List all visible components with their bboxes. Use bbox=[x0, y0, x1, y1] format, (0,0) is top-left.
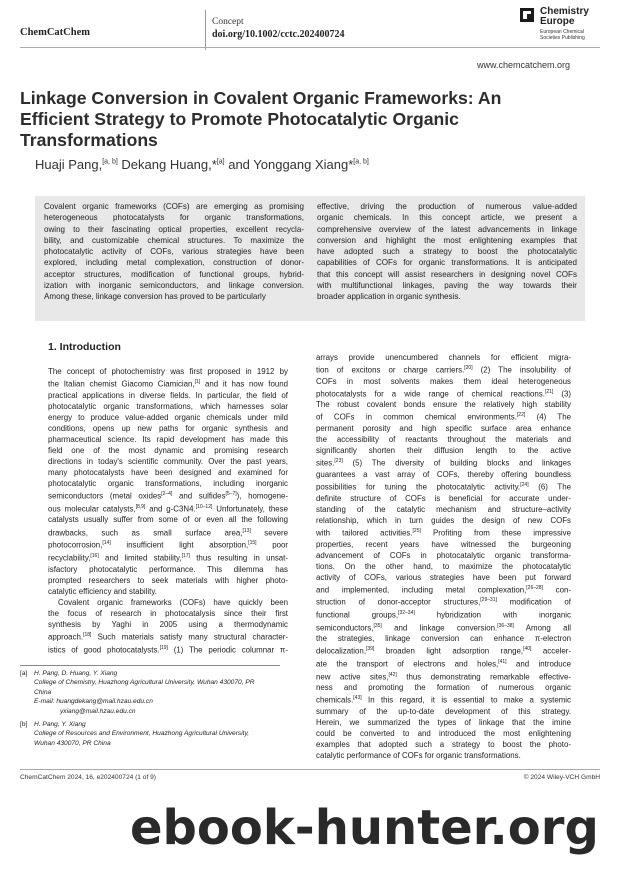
body-right-line: the strategies, linkage conversion can enhance π-electron bbox=[316, 634, 571, 644]
body-right-line: functional groups,[32–34] hybridization with inorganic bbox=[316, 610, 571, 620]
body-right-line: The robust covalent bonds ensure the relatively high stability bbox=[316, 400, 571, 410]
affiliation-a-inst-2: China bbox=[34, 688, 52, 696]
body-left-line: the focus of research in photocatalysis since their first bbox=[48, 608, 288, 618]
body-left-line: recyclability,[16] and limited stability,[17] thus resulting in unsat- bbox=[48, 552, 288, 563]
publisher-sub-2: Societies Publishing bbox=[540, 35, 585, 41]
body-left-line: The concept of photochemistry was first proposed in 1912 by bbox=[48, 367, 288, 376]
publisher-sub-1: European Chemical bbox=[540, 29, 584, 35]
citation-ref[interactable]: [19] bbox=[159, 644, 168, 651]
body-left-line: photocorrosion,[14] insufficient light absorption,[15] poor bbox=[48, 540, 288, 550]
citation-ref[interactable]: [14] bbox=[102, 540, 111, 547]
citation-ref[interactable]: [13] bbox=[242, 527, 251, 534]
citation-ref[interactable]: [2–4] bbox=[161, 491, 173, 498]
body-left-line: istics of good photocatalysts.[19] (1) The periodic columnar π- bbox=[48, 644, 288, 655]
author-huang[interactable]: Dekang Huang,* bbox=[117, 157, 217, 172]
author-huang-affil: [a] bbox=[216, 158, 225, 166]
body-left-line: field one of the most dynamic and promising research bbox=[48, 445, 288, 455]
citation-ref[interactable]: [23] bbox=[334, 458, 343, 465]
body-left-line: the Italian chemist Giacomo Ciamician,[1] and it has now found bbox=[48, 379, 288, 389]
body-right-line: ate the transport of electrons and holes,[41] and introduce bbox=[316, 659, 571, 669]
citation-ref[interactable]: [16] bbox=[90, 552, 99, 559]
citation-ref[interactable]: [29–31] bbox=[480, 597, 497, 604]
abstract-left-line: Among these, linkage conversion has proved to be particularly bbox=[44, 292, 266, 302]
body-right-line: guarantees a vast array of COFs, thereby offering boundless bbox=[316, 469, 571, 479]
body-right-line: arrays provide unencumbered channels for efficient migra- bbox=[316, 353, 571, 362]
abstract-right-column bbox=[317, 201, 577, 303]
citation-ref[interactable]: [40] bbox=[523, 646, 532, 653]
body-right-line: standing of the catalytic mechanism and structure–activity bbox=[316, 504, 571, 514]
citation-ref[interactable]: [26–28] bbox=[526, 584, 543, 591]
body-right-line: semiconductors,[35] and linkage conversion.[36–38] Among all bbox=[316, 622, 571, 633]
title-line-3: Transformations bbox=[20, 130, 158, 150]
citation-ref[interactable]: [25] bbox=[412, 527, 421, 534]
body-right-line: with tailored activities.[25] Profiting from these impressive bbox=[316, 527, 571, 538]
copyright-line: © 2024 Wiley-VCH GmbH bbox=[523, 774, 600, 781]
footer-rule bbox=[20, 769, 600, 770]
body-left-line: synthesis by Yaghi in 2005 using a thermodynamic bbox=[48, 619, 288, 629]
affiliation-a bbox=[20, 669, 300, 748]
body-left-line: semiconductors (metal oxides[2–4] and sulfides[5–7]), homogene- bbox=[48, 491, 288, 501]
body-right-line: the accessibility of reactants throughout the materials and bbox=[316, 435, 571, 445]
body-right-line: properties, recent years have witnessed the burgeoning bbox=[316, 539, 571, 549]
citation-ref[interactable]: [22] bbox=[516, 412, 526, 419]
citation-ref[interactable]: [15] bbox=[248, 540, 257, 547]
body-left-line: photocatalytic organic transformations, including inorganic bbox=[48, 479, 288, 489]
publisher-logo-text bbox=[540, 7, 589, 27]
title-line-2: Efficient Strategy to Promote Photocatalytic Organic bbox=[20, 109, 459, 129]
author-xiang-affil: [a, b] bbox=[353, 158, 369, 166]
chemistry-europe-logo-icon bbox=[520, 8, 534, 22]
abstract-right-line: comprehensive overview of the latest advancements in linkage bbox=[317, 224, 577, 234]
body-left-line: ous molecular catalysts,[8,9] and g-C3N4.[10–12] Unfortunately, these bbox=[48, 503, 289, 514]
section-heading: 1. Introduction bbox=[48, 341, 121, 353]
header-rule bbox=[20, 47, 600, 48]
abstract-box bbox=[35, 196, 585, 321]
abstract-left-line: Covalent organic frameworks (COFs) are emerging as promising bbox=[44, 202, 304, 211]
article-type: Concept bbox=[212, 17, 244, 27]
affiliation-a-names: H. Pang, D. Huang, Y. Xiang bbox=[34, 670, 118, 677]
body-left-line: conditions, opens up new paths for organic synthesis and bbox=[48, 423, 288, 433]
citation-ref[interactable]: [36–38] bbox=[497, 622, 514, 629]
publisher-subtitle bbox=[540, 29, 585, 41]
body-right-column bbox=[316, 352, 571, 761]
abstract-left-line: owing to their fascinating optical properties, excellent recycla- bbox=[44, 224, 304, 234]
author-xiang[interactable]: and Yonggang Xiang* bbox=[224, 157, 354, 172]
body-right-line: catalytic performance of COFs for organic transformations. bbox=[316, 751, 521, 761]
author-list bbox=[35, 157, 369, 172]
affiliation-a-inst-1: College of Chemistry, Huazhong Agricultural University, Wuhan 430070, PR bbox=[34, 679, 255, 687]
abstract-right-line: effective, driving the production of numerous value-added bbox=[317, 202, 577, 211]
body-left-line: energy to produce value-added organic chemicals under mild bbox=[48, 412, 288, 422]
citation-ref[interactable]: [35] bbox=[373, 622, 382, 629]
body-right-line: could be converted to and introduced the most enlightening bbox=[316, 729, 571, 739]
citation-ref[interactable]: [41] bbox=[498, 659, 507, 666]
affiliation-a-label: [a] bbox=[20, 670, 28, 677]
body-right-line: photocatalysts for a wide range of chemical reactions.[21] (3) bbox=[316, 388, 572, 399]
body-right-line: advancement of COFs in photocatalytic organic transforma- bbox=[316, 550, 571, 560]
abstract-right-line: with multifunctional linkages, paving the way towards their bbox=[317, 281, 577, 291]
abstract-right-line: broader application in organic synthesis. bbox=[317, 292, 461, 302]
body-right-line: delocalization,[39] broaden light adsorption range,[40] acceler- bbox=[316, 646, 571, 657]
abstract-right-line: organic chemicals. In this concept article, we present a bbox=[317, 213, 577, 223]
affiliation-b-inst-2: Wuhan 430070, PR China bbox=[34, 739, 111, 747]
citation-ref[interactable]: [43] bbox=[353, 695, 362, 702]
body-right-line: sites.[23] (5) The diversity of building blocks and linkages bbox=[316, 458, 571, 468]
body-right-line: definite structure of COFs is beneficial for accurate under- bbox=[316, 493, 571, 503]
abstract-right-line: have adopted such a strategy to boost the photocatalytic bbox=[317, 247, 577, 257]
title-line-1: Linkage Conversion in Covalent Organic Frameworks: An bbox=[20, 88, 502, 108]
affiliation-a-email-1[interactable]: E-mail: huangdekang@mail.hzau.edu.cn bbox=[34, 698, 153, 706]
body-right-line: and implemented, including metal complexation,[26–28] con- bbox=[316, 584, 571, 595]
body-left-column bbox=[48, 366, 288, 655]
body-left-line: many photocatalysts have been designed and examined for bbox=[48, 468, 288, 478]
citation-ref[interactable]: [21] bbox=[544, 388, 554, 395]
abstract-left-line: acceptor structures, modification of functional groups, hybrid- bbox=[44, 269, 304, 279]
article-title bbox=[20, 88, 580, 151]
citation-ref[interactable]: [1] bbox=[194, 379, 201, 386]
body-right-line: of COFs in common chemical environments.[22] (4) The bbox=[316, 412, 571, 423]
body-right-line: activity of COFs, various strategies have been put forward bbox=[316, 572, 571, 582]
body-left-line: catalytic efficiency and stability. bbox=[48, 586, 157, 596]
body-left-line: catalysts usually suffer from some of or even all the following bbox=[48, 515, 288, 525]
abstract-left-line: photocatalytic activity of COFs, various strategies have been bbox=[44, 247, 304, 257]
body-right-line: chemicals.[43] In this regard, it is essential to make a systemic bbox=[316, 695, 571, 706]
author-pang[interactable]: Huaji Pang, bbox=[35, 157, 103, 172]
citation-ref[interactable]: [17] bbox=[181, 552, 190, 559]
body-right-line: struction of donor-acceptor structures,[29–31] modification of bbox=[316, 597, 571, 607]
abstract-left-line: bility, and customizable chemical structures. To maximize the bbox=[44, 235, 304, 245]
citation-ref[interactable]: [20] bbox=[464, 365, 473, 372]
body-right-line: permanent porosity and high specific surface area enhance bbox=[316, 424, 571, 434]
citation-ref[interactable]: [24] bbox=[520, 482, 529, 489]
abstract-right-line: conversion and highlight the most enlightening examples that bbox=[317, 235, 577, 245]
body-right-line: ness and promoting the formation of numerous organic bbox=[316, 683, 571, 693]
abstract-right-line: capabilities of COFs for organic transformations. It is anticipated bbox=[317, 258, 577, 268]
citation-ref[interactable]: [18] bbox=[83, 631, 92, 638]
affiliation-b-names: H. Pang, Y. Xiang bbox=[34, 721, 86, 729]
body-left-line: drawbacks, such as small surface area,[13] severe bbox=[48, 527, 288, 538]
citation-ref[interactable]: [39] bbox=[366, 646, 375, 653]
abstract-left-line: ization with inorganic semiconductors, and linkage conversion. bbox=[44, 281, 304, 291]
body-right-line: examples that adopted such a strategy to boost the photo- bbox=[316, 740, 571, 750]
citation-line: ChemCatChem 2024, 16, e202400724 (1 of 9) bbox=[20, 774, 156, 781]
body-right-line: COFs in most solvents makes them ideal heterogeneous bbox=[316, 376, 571, 386]
abstract-left-line: explored, including metal complexation, construction of donor- bbox=[44, 258, 304, 268]
body-right-line: relationship, which in turn guides the design of new COFs bbox=[316, 515, 571, 525]
body-left-line: prompted researchers to seek materials with higher photo- bbox=[48, 575, 288, 585]
body-right-line: Herein, we summarized the types of linkage that the imine bbox=[316, 718, 571, 728]
body-right-line: significantly shorten their diffusion length to the active bbox=[316, 446, 571, 456]
journal-name: ChemCatChem bbox=[20, 27, 90, 38]
citation-ref[interactable]: [32–34] bbox=[398, 610, 415, 617]
watermark-text: ebook-hunter.org bbox=[130, 800, 599, 856]
abstract-left-column bbox=[44, 201, 304, 303]
affiliation-a-email-2[interactable]: yxiang@mail.hzau.edu.cn bbox=[60, 707, 136, 715]
publisher-line-2: Europe bbox=[540, 16, 575, 27]
body-left-line: photocatalytic organic transformations, which harnesses solar bbox=[48, 401, 288, 411]
citation-ref[interactable]: [10–12] bbox=[195, 503, 213, 510]
header-divider bbox=[205, 10, 206, 50]
affiliation-b-label: [b] bbox=[20, 721, 28, 729]
author-pang-affil: [a, b] bbox=[102, 158, 118, 166]
body-right-line: tions. On the other hand, to maximize the photocatalytic bbox=[316, 561, 571, 571]
abstract-left-line: heterogeneous photocatalysts for organic transformations, bbox=[44, 213, 304, 223]
body-left-line: practical applications in diverse fields. In particular, the field of bbox=[48, 390, 288, 400]
citation-ref[interactable]: [8,9] bbox=[135, 503, 146, 510]
body-right-line: possibilities for tuning the photocatalytic activity.[24] (6) The bbox=[316, 482, 571, 492]
body-left-line: directions in today's scientific community. Over the past years, bbox=[48, 457, 288, 466]
citation-ref[interactable]: [42] bbox=[388, 671, 397, 678]
footnote-rule bbox=[20, 665, 280, 666]
body-right-line: new active sites,[42] thus demonstrating remarkable effective- bbox=[316, 671, 571, 682]
doi-link[interactable]: doi.org/10.1002/cctc.202400724 bbox=[212, 29, 345, 40]
body-left-line: isfactory photocatalytic performance. This dilemma has bbox=[48, 564, 288, 574]
body-right-line: summary of the up-to-date development of this strategy. bbox=[316, 707, 571, 717]
affiliation-b-inst-1: College of Resources and Environment, Huazhong Agricultural University, bbox=[34, 730, 250, 738]
body-left-line: pharmaceutical science. Its rapid development has made this bbox=[48, 434, 288, 444]
journal-website[interactable]: www.chemcatchem.org bbox=[476, 60, 570, 70]
body-left-line: approach.[18] Such materials satisfy many structural character- bbox=[48, 631, 288, 642]
citation-ref[interactable]: [5–7] bbox=[225, 491, 237, 498]
body-left-line: Covalent organic frameworks (COFs) have quickly been bbox=[58, 597, 288, 607]
publisher-line-1: Chemistry bbox=[540, 6, 589, 17]
abstract-right-line: that this concept will assist researchers in designing novel COFs bbox=[317, 269, 577, 279]
body-right-line: tion of excitons or charge carriers.[20] (2) The insolubility of bbox=[316, 365, 571, 375]
